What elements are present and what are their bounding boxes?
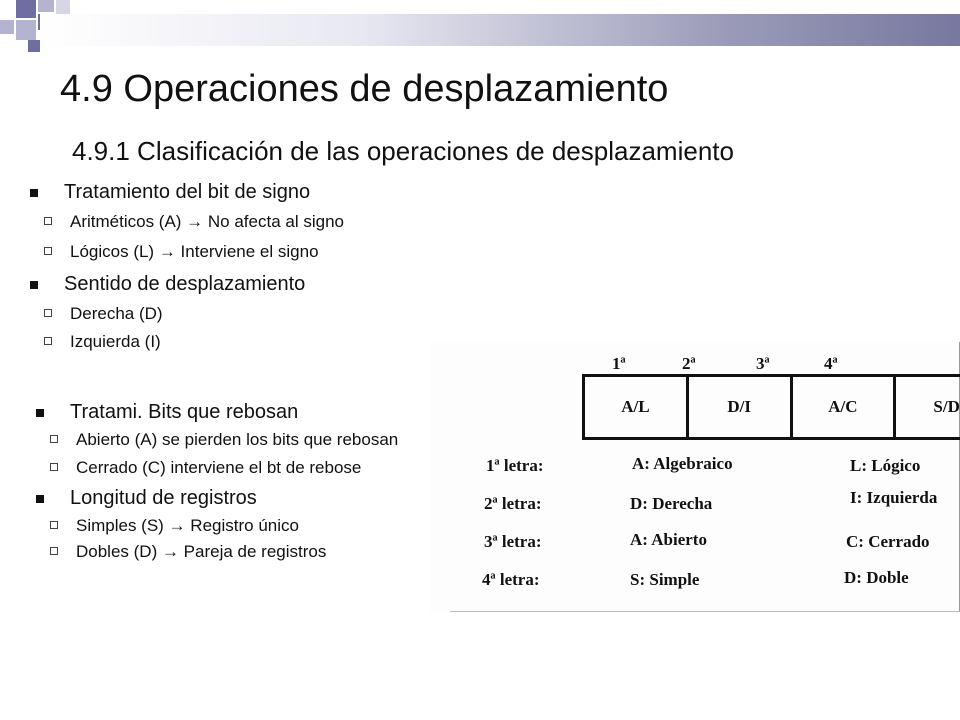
hollow-square-bullet-icon <box>44 337 52 345</box>
scanned-figure-naming-scheme <box>430 342 960 612</box>
legend-position: 4ª letra: <box>482 570 540 589</box>
sub-bullet-label: Abierto (A) se pierden los bits que rebosan <box>76 430 399 449</box>
legend-option-a: D: Derecha <box>630 494 713 513</box>
hollow-square-bullet-icon <box>44 217 52 225</box>
sub-bullet-label: Dobles (D) → Pareja de registros <box>76 542 327 561</box>
legend-position: 2ª letra: <box>484 494 542 513</box>
position-header: 1ª <box>612 354 626 373</box>
square-bullet-icon <box>30 189 38 197</box>
outline-list-2 <box>36 400 446 562</box>
sub-bullet-logical <box>30 242 470 262</box>
sub-bullet-label: Simples (S) → Registro único <box>76 516 299 535</box>
sub-bullet-open <box>36 430 436 450</box>
legend-option-a: A: Algebraico <box>632 454 733 473</box>
sub-bullet-label: Lógicos (L) → Interviene el signo <box>70 242 319 261</box>
sub-bullet-right <box>30 304 470 324</box>
position-header: 2ª <box>682 354 696 373</box>
legend-option-b: I: Izquierda <box>850 488 938 507</box>
figure-border <box>450 611 960 612</box>
bullet-overflow-bits <box>36 400 446 424</box>
bullet-register-length <box>36 486 446 510</box>
hollow-square-bullet-icon <box>44 309 52 317</box>
square-bullet-icon <box>30 281 38 289</box>
slide-title: 4.9 Operaciones de desplazamiento <box>60 68 669 110</box>
square-bullet-icon <box>36 409 44 417</box>
outline-list-1 <box>30 180 470 352</box>
sub-bullet-left <box>30 332 470 352</box>
hollow-square-bullet-icon <box>44 247 52 255</box>
sub-bullet-label: Cerrado (C) interviene el bt de rebose <box>76 458 362 477</box>
legend-option-b: C: Cerrado <box>846 532 930 551</box>
legend-position: 3ª letra: <box>484 532 542 551</box>
mnemonic-box: A/L <box>585 377 689 437</box>
hollow-square-bullet-icon <box>50 547 58 555</box>
sub-bullet-label: Aritméticos (A) → No afecta al signo <box>70 212 344 231</box>
sub-bullet-label: Izquierda (I) <box>70 332 161 351</box>
mnemonic-box: A/C <box>793 377 897 437</box>
sub-bullet-arithmetic <box>30 212 470 232</box>
square-bullet-icon <box>36 495 44 503</box>
sub-bullet-double <box>36 542 376 562</box>
bullet-sign-treatment <box>30 180 470 204</box>
bullet-label: Sentido de desplazamiento <box>64 273 306 295</box>
sub-bullet-single <box>36 516 436 536</box>
position-header: 3ª <box>756 354 770 373</box>
bullet-shift-direction <box>30 272 470 296</box>
hollow-square-bullet-icon <box>50 463 58 471</box>
mnemonic-boxes <box>582 374 960 440</box>
legend-option-b: D: Doble <box>844 568 909 587</box>
mnemonic-box: D/I <box>689 377 793 437</box>
legend-option-b: L: Lógico <box>850 456 921 475</box>
bullet-label: Tratamiento del bit de signo <box>64 181 311 203</box>
sub-bullet-label: Derecha (D) <box>70 304 163 323</box>
hollow-square-bullet-icon <box>50 521 58 529</box>
legend-option-a: S: Simple <box>630 570 700 589</box>
position-header: 4ª <box>824 354 838 373</box>
title-gradient-bar <box>40 14 960 46</box>
hollow-square-bullet-icon <box>50 435 58 443</box>
legend-option-a: A: Abierto <box>630 530 707 549</box>
sub-bullet-closed <box>36 458 436 478</box>
bullet-label: Tratami. Bits que rebosan <box>70 401 299 423</box>
legend-position: 1ª letra: <box>486 456 544 475</box>
mnemonic-box: S/D <box>933 397 960 416</box>
slide-subtitle: 4.9.1 Clasificación de las operaciones de desplazamiento <box>72 136 734 166</box>
bullet-label: Longitud de registros <box>70 487 257 509</box>
